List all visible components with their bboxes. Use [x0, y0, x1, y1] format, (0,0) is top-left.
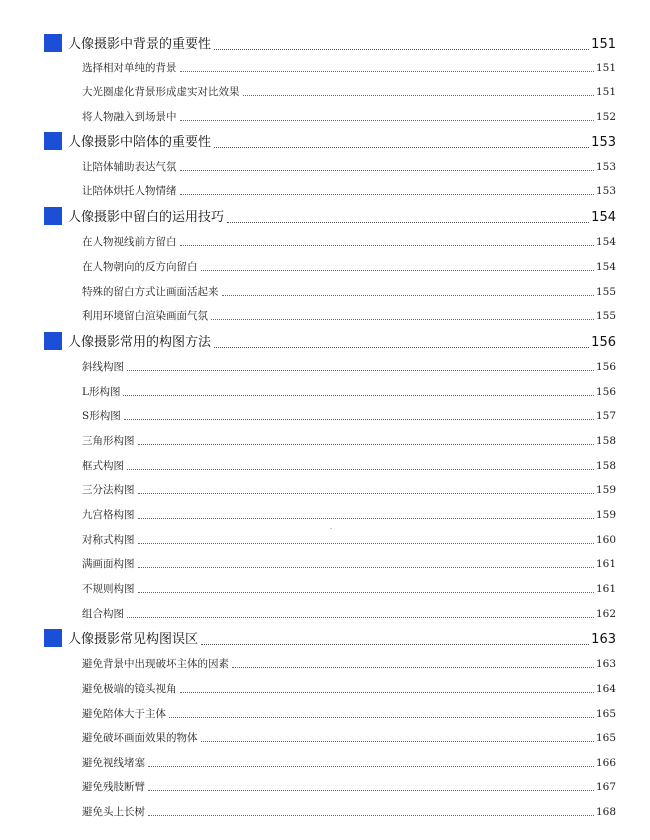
item-title: 框式构图	[82, 460, 124, 472]
item-page-number: 164	[595, 683, 616, 695]
item-title: 让陪体辅助表达气氛	[82, 161, 177, 173]
dot-leader	[148, 789, 594, 791]
toc-item[interactable]	[82, 727, 616, 745]
section-page-number: 163	[591, 632, 616, 647]
item-page-number: 161	[595, 558, 616, 570]
dot-leader	[138, 517, 594, 519]
section-marker-icon	[44, 132, 62, 150]
item-page-number: 161	[595, 583, 616, 595]
dot-leader	[222, 294, 594, 296]
section-marker-icon	[44, 332, 62, 350]
item-page-number: 166	[595, 757, 616, 769]
dot-leader	[201, 643, 589, 645]
item-page-number: 167	[595, 781, 616, 793]
toc-section-composition-methods[interactable]	[44, 330, 616, 352]
dot-leader	[180, 70, 594, 72]
toc-item[interactable]	[82, 256, 616, 274]
item-page-number: 154	[595, 261, 616, 273]
section-title: 人像摄影中陪体的重要性	[68, 135, 212, 150]
dot-leader	[180, 119, 594, 121]
item-title: 三分法构图	[82, 484, 135, 496]
item-title: 三角形构图	[82, 435, 135, 447]
toc-item[interactable]	[82, 231, 616, 249]
dot-leader	[201, 269, 594, 271]
dot-leader	[138, 566, 594, 568]
dot-leader	[180, 193, 594, 195]
item-title: 不规则构图	[82, 583, 135, 595]
section-marker-icon	[44, 34, 62, 52]
dot-leader	[201, 740, 594, 742]
dot-leader	[180, 244, 594, 246]
item-page-number: 158	[595, 435, 616, 447]
dot-leader	[211, 318, 594, 320]
item-title: S形构图	[82, 410, 121, 422]
item-title: 对称式构图	[82, 534, 135, 546]
toc-item[interactable]	[82, 678, 616, 696]
item-title: 将人物融入到场景中	[82, 111, 177, 123]
toc-item[interactable]	[82, 156, 616, 174]
item-title: 利用环境留白渲染画面气氛	[82, 310, 208, 322]
dot-leader	[243, 94, 594, 96]
item-title: 避免视线堵塞	[82, 757, 145, 769]
section-title: 人像摄影常用的构图方法	[68, 335, 212, 350]
dot-leader	[214, 48, 589, 50]
toc-item[interactable]	[82, 356, 616, 374]
item-title: 九宫格构图	[82, 509, 135, 521]
item-page-number: 155	[595, 310, 616, 322]
item-page-number: 158	[595, 460, 616, 472]
item-page-number: 163	[595, 658, 616, 670]
dot-leader	[148, 765, 594, 767]
toc-item[interactable]	[82, 653, 616, 671]
item-title: 避免头上长树	[82, 806, 145, 818]
item-title: 避免破坏画面效果的物体	[82, 732, 198, 744]
section-marker-icon	[44, 629, 62, 647]
item-title: 在人物视线前方留白	[82, 236, 177, 248]
dot-leader	[127, 369, 594, 371]
section-title: 人像摄影中背景的重要性	[68, 37, 212, 52]
item-page-number: 155	[595, 286, 616, 298]
dot-leader	[124, 418, 594, 420]
item-title: 避免背景中出现破坏主体的因素	[82, 658, 229, 670]
dot-leader	[180, 691, 594, 693]
item-page-number: 165	[595, 732, 616, 744]
dot-leader	[227, 221, 589, 223]
dot-leader	[169, 716, 594, 718]
dot-leader	[123, 394, 593, 396]
item-page-number: 168	[595, 806, 616, 818]
item-page-number: 156	[595, 386, 616, 398]
item-title: 特殊的留白方式让画面活起来	[82, 286, 219, 298]
item-page-number: 157	[595, 410, 616, 422]
section-title: 人像摄影常见构图误区	[68, 632, 199, 647]
item-page-number: 151	[595, 62, 616, 74]
item-title: 让陪体烘托人物情绪	[82, 185, 177, 197]
item-page-number: 160	[595, 534, 616, 546]
dot-leader	[148, 814, 594, 816]
item-title: 避免极端的镜头视角	[82, 683, 177, 695]
item-page-number: 165	[595, 708, 616, 720]
item-title: 避免残肢断臂	[82, 781, 145, 793]
toc-item[interactable]	[82, 405, 616, 423]
toc-item[interactable]	[82, 305, 616, 323]
dot-leader	[180, 169, 594, 171]
item-title: 避免陪体大于主体	[82, 708, 166, 720]
section-page-number: 154	[591, 210, 616, 225]
toc-item[interactable]	[82, 703, 616, 721]
item-page-number: 156	[595, 361, 616, 373]
toc-item[interactable]	[82, 801, 616, 819]
toc-item[interactable]	[82, 553, 616, 571]
toc-item[interactable]	[82, 381, 616, 399]
toc-item[interactable]	[82, 106, 616, 124]
toc-section-composition-mistakes[interactable]	[44, 627, 616, 649]
toc-item[interactable]	[82, 578, 616, 596]
item-title: 大光圈虚化背景形成虚实对比效果	[82, 86, 240, 98]
section-page-number: 156	[591, 335, 616, 350]
toc-item[interactable]	[82, 752, 616, 770]
item-title: 在人物朝向的反方向留白	[82, 261, 198, 273]
dot-leader	[214, 146, 589, 148]
dot-leader	[138, 591, 594, 593]
toc-item[interactable]	[82, 479, 616, 497]
item-page-number: 153	[595, 185, 616, 197]
toc-item[interactable]	[82, 281, 616, 299]
section-page-number: 151	[591, 37, 616, 52]
toc-section-supporting-subject[interactable]	[44, 130, 616, 152]
toc-item[interactable]	[82, 81, 616, 99]
toc-item[interactable]	[82, 603, 616, 621]
toc-item[interactable]	[82, 776, 616, 794]
item-title: L形构图	[82, 386, 121, 398]
toc-section-background[interactable]	[44, 32, 616, 54]
scan-speck	[330, 528, 332, 529]
item-page-number: 159	[595, 484, 616, 496]
dot-leader	[214, 346, 589, 348]
item-page-number: 151	[595, 86, 616, 98]
dot-leader	[138, 492, 594, 494]
item-page-number: 162	[595, 608, 616, 620]
toc-item[interactable]	[82, 180, 616, 198]
toc-section-negative-space[interactable]	[44, 205, 616, 227]
dot-leader	[127, 468, 594, 470]
toc-item[interactable]	[82, 57, 616, 75]
item-title: 选择相对单纯的背景	[82, 62, 177, 74]
toc-item[interactable]	[82, 430, 616, 448]
toc-item[interactable]	[82, 455, 616, 473]
item-page-number: 154	[595, 236, 616, 248]
section-marker-icon	[44, 207, 62, 225]
item-title: 组合构图	[82, 608, 124, 620]
section-page-number: 153	[591, 135, 616, 150]
toc-item[interactable]	[82, 504, 616, 522]
item-title: 满画面构图	[82, 558, 135, 570]
toc-item[interactable]	[82, 529, 616, 547]
item-title: 斜线构图	[82, 361, 124, 373]
item-page-number: 159	[595, 509, 616, 521]
dot-leader	[232, 666, 594, 668]
section-title: 人像摄影中留白的运用技巧	[68, 210, 225, 225]
dot-leader	[127, 616, 594, 618]
item-page-number: 152	[595, 111, 616, 123]
item-page-number: 153	[595, 161, 616, 173]
dot-leader	[138, 542, 594, 544]
dot-leader	[138, 443, 594, 445]
